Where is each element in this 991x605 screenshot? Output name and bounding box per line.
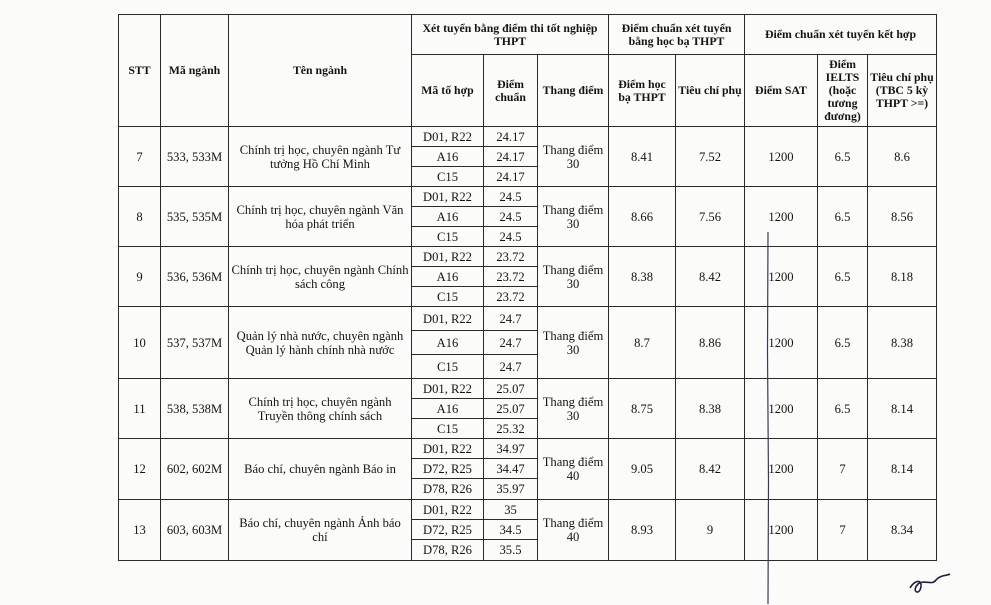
header-ma-to-hop: Mã tổ hợp xyxy=(412,55,484,127)
header-ten-nganh: Tên ngành xyxy=(229,15,412,127)
cell-diem-chuan: 24.7 xyxy=(484,307,538,331)
header-diem-sat: Điểm SAT xyxy=(745,55,818,127)
cell-diem-chuan: 23.72 xyxy=(484,247,538,267)
cell-diem-chuan: 34.97 xyxy=(484,439,538,459)
cell-thang-diem: Thang điểm 30 xyxy=(538,379,609,439)
cell-diem-chuan: 25.32 xyxy=(484,419,538,439)
cell-diem-sat: 1200 xyxy=(745,439,818,500)
cell-ma-to-hop: D78, R26 xyxy=(412,479,484,500)
cell-diem-ielts: 6.5 xyxy=(818,307,868,379)
cell-tieu-chi-phu-tbc: 8.18 xyxy=(868,247,937,307)
cell-ma-to-hop: C15 xyxy=(412,355,484,379)
cell-diem-sat: 1200 xyxy=(745,307,818,379)
cell-ma-nganh: 536, 536M xyxy=(161,247,229,307)
table-row xyxy=(119,127,937,147)
cell-ma-nganh: 533, 533M xyxy=(161,127,229,187)
cell-ma-to-hop: D01, R22 xyxy=(412,379,484,399)
header-group-thpt: Xét tuyển bằng điểm thi tốt nghiệp THPT xyxy=(412,15,609,55)
cell-diem-chuan: 24.17 xyxy=(484,147,538,167)
cell-diem-chuan: 35.5 xyxy=(484,540,538,561)
cell-diem-hoc-ba: 8.38 xyxy=(609,247,676,307)
cell-diem-chuan: 34.47 xyxy=(484,459,538,479)
cell-ten-nganh: Chính trị học, chuyên ngành Chính sách công xyxy=(229,247,412,307)
cell-diem-sat: 1200 xyxy=(745,247,818,307)
cell-thang-diem: Thang điểm 40 xyxy=(538,500,609,561)
admission-score-table xyxy=(118,14,937,561)
cell-stt: 7 xyxy=(119,127,161,187)
header-ma-nganh: Mã ngành xyxy=(161,15,229,127)
header-tieu-chi-phu-tbc: Tiêu chí phụ (TBC 5 kỳ THPT >=) xyxy=(868,55,937,127)
cell-ma-to-hop: D78, R26 xyxy=(412,540,484,561)
cell-diem-chuan: 34.5 xyxy=(484,520,538,540)
cell-diem-ielts: 6.5 xyxy=(818,379,868,439)
cell-thang-diem: Thang điểm 30 xyxy=(538,247,609,307)
signature-mark xyxy=(904,570,954,596)
cell-diem-chuan: 24.7 xyxy=(484,355,538,379)
cell-thang-diem: Thang điểm 40 xyxy=(538,439,609,500)
cell-stt: 12 xyxy=(119,439,161,500)
cell-diem-ielts: 6.5 xyxy=(818,247,868,307)
cell-ma-to-hop: D72, R25 xyxy=(412,459,484,479)
cell-ma-to-hop: C15 xyxy=(412,167,484,187)
table-row xyxy=(119,307,937,331)
cell-thang-diem: Thang điểm 30 xyxy=(538,127,609,187)
cell-diem-sat: 1200 xyxy=(745,187,818,247)
cell-diem-chuan: 23.72 xyxy=(484,267,538,287)
cell-stt: 8 xyxy=(119,187,161,247)
header-tieu-chi-phu: Tiêu chí phụ xyxy=(676,55,745,127)
cell-ma-nganh: 535, 535M xyxy=(161,187,229,247)
table-row xyxy=(119,187,937,207)
cell-thang-diem: Thang điểm 30 xyxy=(538,187,609,247)
header-thang-diem: Thang điểm xyxy=(538,55,609,127)
cell-ma-to-hop: C15 xyxy=(412,419,484,439)
cell-tieu-chi-phu-tbc: 8.38 xyxy=(868,307,937,379)
cell-diem-chuan: 25.07 xyxy=(484,399,538,419)
cell-ma-to-hop: A16 xyxy=(412,331,484,355)
cell-ma-nganh: 538, 538M xyxy=(161,379,229,439)
header-group-hoc-ba: Điểm chuẩn xét tuyển bằng học bạ THPT xyxy=(609,15,745,55)
cell-diem-chuan: 24.5 xyxy=(484,227,538,247)
header-stt: STT xyxy=(119,15,161,127)
cell-ten-nganh: Chính trị học, chuyên ngành Truyền thông chính sách xyxy=(229,379,412,439)
cell-ten-nganh: Quản lý nhà nước, chuyên ngành Quản lý hành chính nhà nước xyxy=(229,307,412,379)
cell-diem-ielts: 6.5 xyxy=(818,187,868,247)
header-diem-chuan: Điểm chuẩn xyxy=(484,55,538,127)
cell-ma-nganh: 603, 603M xyxy=(161,500,229,561)
cell-ma-nganh: 602, 602M xyxy=(161,439,229,500)
cell-diem-hoc-ba: 8.75 xyxy=(609,379,676,439)
cell-stt: 10 xyxy=(119,307,161,379)
cell-diem-chuan: 24.17 xyxy=(484,127,538,147)
cell-ten-nganh: Chính trị học, chuyên ngành Văn hóa phát triển xyxy=(229,187,412,247)
cell-ma-to-hop: A16 xyxy=(412,207,484,227)
cell-diem-chuan: 24.7 xyxy=(484,331,538,355)
cell-diem-sat: 1200 xyxy=(745,127,818,187)
cell-ma-to-hop: D01, R22 xyxy=(412,187,484,207)
table-row xyxy=(119,379,937,399)
cell-diem-ielts: 7 xyxy=(818,439,868,500)
header-diem-ielts: Điểm IELTS (hoặc tương đương) xyxy=(818,55,868,127)
cell-ma-to-hop: C15 xyxy=(412,227,484,247)
cell-tieu-chi-phu-tbc: 8.6 xyxy=(868,127,937,187)
cell-diem-chuan: 25.07 xyxy=(484,379,538,399)
cell-diem-chuan: 24.17 xyxy=(484,167,538,187)
cell-tieu-chi-phu: 8.86 xyxy=(676,307,745,379)
cell-ma-to-hop: D01, R22 xyxy=(412,439,484,459)
cell-tieu-chi-phu: 7.56 xyxy=(676,187,745,247)
cell-diem-chuan: 35.97 xyxy=(484,479,538,500)
cell-ten-nganh: Báo chí, chuyên ngành Báo in xyxy=(229,439,412,500)
cell-diem-hoc-ba: 9.05 xyxy=(609,439,676,500)
cell-tieu-chi-phu: 8.42 xyxy=(676,439,745,500)
cell-diem-ielts: 6.5 xyxy=(818,127,868,187)
cell-ma-to-hop: A16 xyxy=(412,399,484,419)
cell-diem-ielts: 7 xyxy=(818,500,868,561)
cell-ma-to-hop: A16 xyxy=(412,267,484,287)
header-diem-hoc-ba: Điểm học bạ THPT xyxy=(609,55,676,127)
cell-stt: 11 xyxy=(119,379,161,439)
cell-diem-chuan: 24.5 xyxy=(484,207,538,227)
header-group-ket-hop: Điểm chuẩn xét tuyển kết hợp xyxy=(745,15,937,55)
pen-stroke-mark xyxy=(766,232,770,604)
cell-stt: 13 xyxy=(119,500,161,561)
cell-ma-to-hop: A16 xyxy=(412,147,484,167)
cell-diem-hoc-ba: 8.7 xyxy=(609,307,676,379)
table-row xyxy=(119,500,937,520)
table-body xyxy=(119,127,937,561)
cell-ma-to-hop: D72, R25 xyxy=(412,520,484,540)
cell-ma-to-hop: D01, R22 xyxy=(412,500,484,520)
cell-ma-to-hop: D01, R22 xyxy=(412,307,484,331)
cell-ma-to-hop: D01, R22 xyxy=(412,247,484,267)
cell-diem-hoc-ba: 8.41 xyxy=(609,127,676,187)
table-header xyxy=(119,15,937,127)
cell-diem-sat: 1200 xyxy=(745,500,818,561)
cell-ma-nganh: 537, 537M xyxy=(161,307,229,379)
cell-stt: 9 xyxy=(119,247,161,307)
table-row xyxy=(119,247,937,267)
cell-tieu-chi-phu-tbc: 8.34 xyxy=(868,500,937,561)
cell-tieu-chi-phu: 8.42 xyxy=(676,247,745,307)
cell-ten-nganh: Chính trị học, chuyên ngành Tư tưởng Hồ Chí Minh xyxy=(229,127,412,187)
table-row xyxy=(119,439,937,459)
cell-diem-chuan: 35 xyxy=(484,500,538,520)
cell-thang-diem: Thang điểm 30 xyxy=(538,307,609,379)
cell-ten-nganh: Báo chí, chuyên ngành Ảnh báo chí xyxy=(229,500,412,561)
cell-tieu-chi-phu-tbc: 8.14 xyxy=(868,379,937,439)
cell-diem-sat: 1200 xyxy=(745,379,818,439)
cell-tieu-chi-phu: 7.52 xyxy=(676,127,745,187)
cell-ma-to-hop: D01, R22 xyxy=(412,127,484,147)
cell-tieu-chi-phu-tbc: 8.14 xyxy=(868,439,937,500)
cell-tieu-chi-phu: 8.38 xyxy=(676,379,745,439)
cell-ma-to-hop: C15 xyxy=(412,287,484,307)
cell-diem-chuan: 23.72 xyxy=(484,287,538,307)
cell-diem-hoc-ba: 8.93 xyxy=(609,500,676,561)
cell-tieu-chi-phu-tbc: 8.56 xyxy=(868,187,937,247)
cell-tieu-chi-phu: 9 xyxy=(676,500,745,561)
cell-diem-hoc-ba: 8.66 xyxy=(609,187,676,247)
cell-diem-chuan: 24.5 xyxy=(484,187,538,207)
